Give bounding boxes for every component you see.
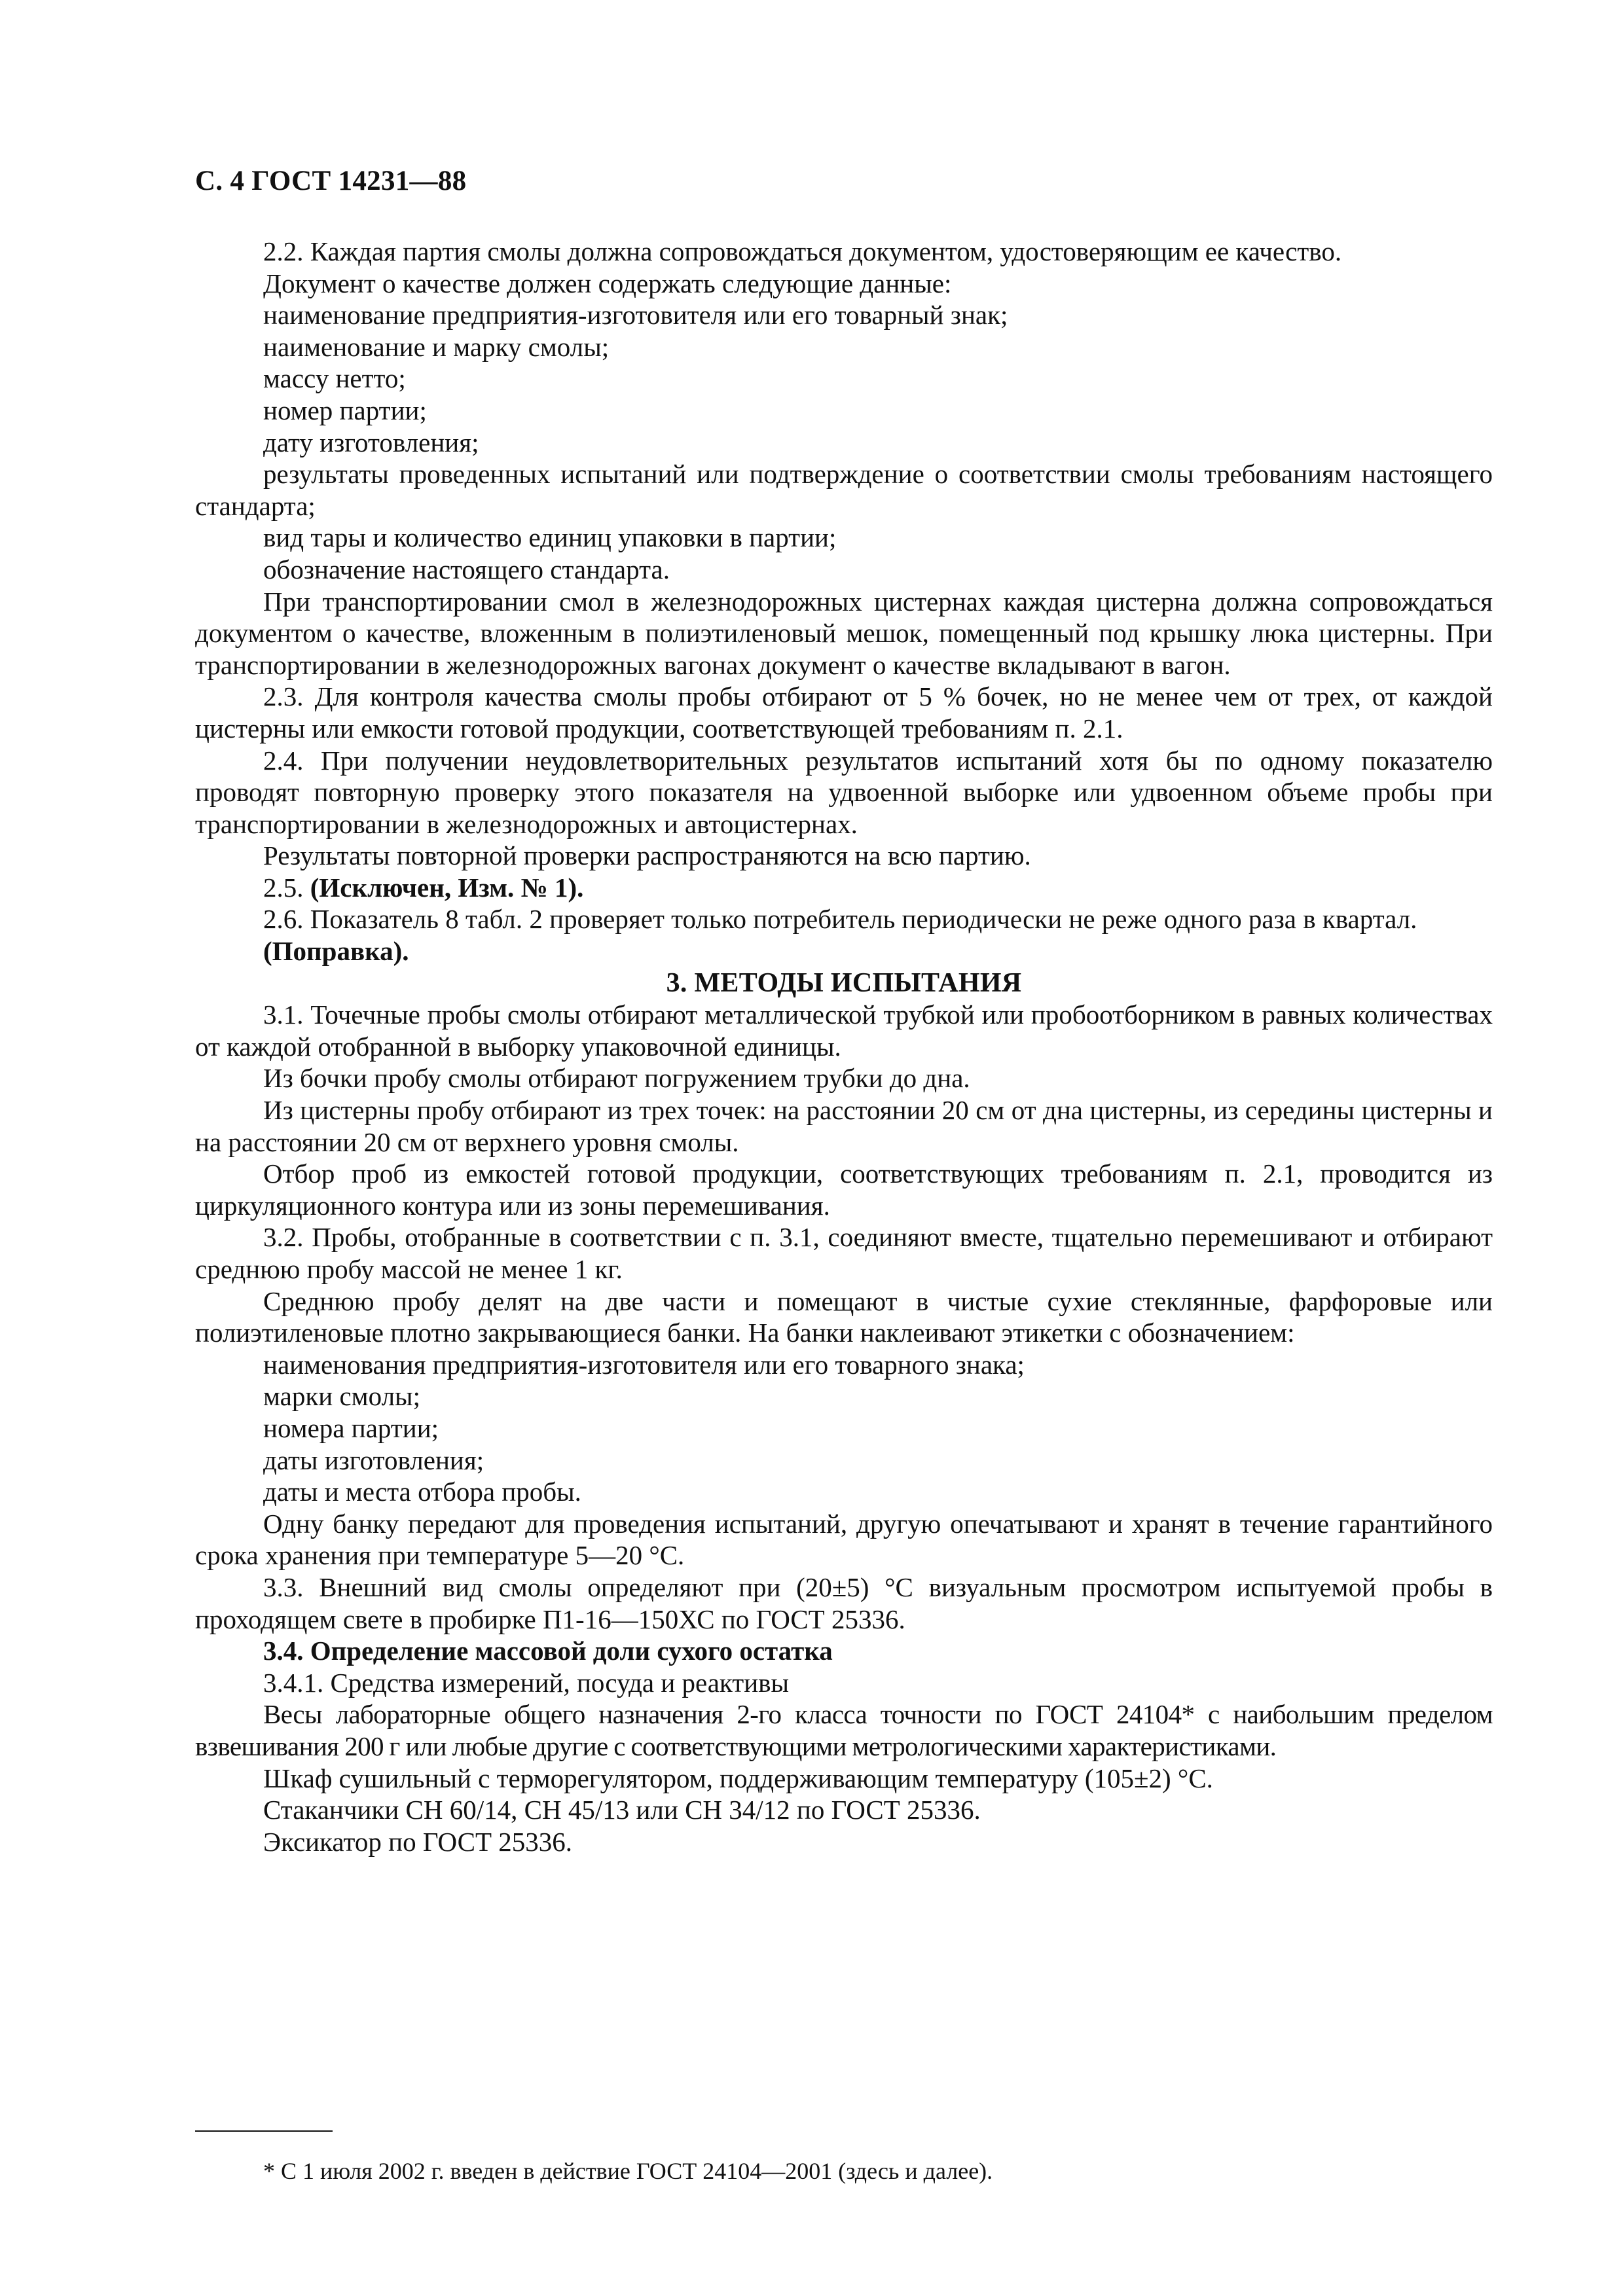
running-header: С. 4 ГОСТ 14231—88 <box>195 166 467 196</box>
container-sampling: Отбор проб из емкостей готовой продукции, соответствующих требованиям п. 2.1, проводится из циркуляционного контура или из зоны перемешивания. <box>195 1158 1493 1221</box>
clause-3-4-1: 3.4.1. Средства измерений, посуда и реактивы <box>263 1667 790 1698</box>
label-item: даты изготовления; <box>263 1444 484 1475</box>
label-item: марки смолы; <box>263 1381 420 1412</box>
label-item: даты и места отбора пробы. <box>263 1477 581 1507</box>
correction-label: (Поправка). <box>263 936 409 967</box>
doc-item: массу нетто; <box>263 363 406 394</box>
footnote: * С 1 июля 2002 г. введен в действие ГОСТ 24104—2001 (здесь и далее). <box>263 2158 993 2184</box>
doc-item: вид тары и количество единиц упаковки в партии; <box>263 522 837 553</box>
doc-item: обозначение настоящего стандарта. <box>263 554 670 584</box>
clause-3-4 <box>195 1635 1493 1667</box>
clause-3-2: 3.2. Пробы, отобранные в соответствии с п. 3.1, соединяют вместе, тщательно перемешивают и отбирают среднюю пробу массой не менее 1 кг. <box>195 1222 1493 1284</box>
clause-2-6: 2.6. Показатель 8 табл. 2 проверяет только потребитель периодически не реже одного раза в квартал. <box>263 904 1417 935</box>
doc-intro: Документ о качестве должен содержать следующие данные: <box>263 268 952 298</box>
transport-paragraph: При транспортировании смол в железнодорожных цистернах каждая цистерна должна сопровождаться документом о качестве, вложенным в полиэтиленовый мешок, помещенный под крышку люка цистерны. При транспортировании в железнодорожных вагонах документ о качестве вкладывают в вагон. <box>195 586 1493 680</box>
clause-2-2: 2.2. Каждая партия смолы должна сопровождаться документом, удостоверяющим ее качество. <box>263 236 1342 266</box>
footnote-rule <box>195 2130 333 2132</box>
doc-item: наименование и марку смолы; <box>263 331 610 362</box>
clause-2-5 <box>195 872 1493 904</box>
retest-result: Результаты повторной проверки распространяются на всю партию. <box>263 840 1031 871</box>
clause-3-3: 3.3. Внешний вид смолы определяют при (20±5) °С визуальным просмотром испытуемой пробы в проходящем свете в пробирке П1-16—150ХС по ГОСТ 25336. <box>195 1571 1493 1634</box>
clause-3-1: 3.1. Точечные пробы смолы отбирают металлической трубкой или пробоотборником в равных количествах от каждой отобранной в выборку упаковочной единицы. <box>195 999 1493 1062</box>
cups-paragraph: Стаканчики СН 60/14, СН 45/13 или СН 34/12 по ГОСТ 25336. <box>263 1795 981 1825</box>
oven-paragraph: Шкаф сушильный с терморегулятором, поддерживающим температуру (105±2) °С. <box>263 1763 1213 1793</box>
doc-item: наименование предприятия-изготовителя или его товарный знак; <box>263 300 1008 331</box>
label-item: номера партии; <box>263 1412 439 1443</box>
correction-note <box>195 935 1493 967</box>
clause-2-5-number: 2.5. <box>263 872 310 903</box>
label-item: наименования предприятия-изготовителя или его товарного знака; <box>263 1349 1025 1380</box>
clause-2-3: 2.3. Для контроля качества смолы пробы отбирают от 5 % бочек, но не менее чем от трех, от каждой цистерны или емкости готовой продукции, соответствующей требованиям п. 2.1. <box>195 681 1493 744</box>
scales-paragraph: Весы лабораторные общего назначения 2-го класса точности по ГОСТ 24104* с наибольшим пределом взвешивания 200 г или любые другие с соответствующими метрологическими характеристиками. <box>195 1699 1493 1761</box>
doc-item: дату изготовления; <box>263 427 479 457</box>
tank-sampling: Из цистерны пробу отбирают из трех точек: на расстоянии 20 см от дна цистерны, из середины цистерны и на расстоянии 20 см от верхнего уровня смолы. <box>195 1095 1493 1157</box>
desiccator-paragraph: Эксикатор по ГОСТ 25336. <box>263 1826 573 1857</box>
barrel-sampling: Из бочки пробу смолы отбирают погружением трубки до дна. <box>263 1063 970 1094</box>
doc-item: результаты проведенных испытаний или подтверждение о соответствии смолы требованиям настоящего стандарта; <box>195 459 1493 521</box>
doc-item: номер партии; <box>263 395 427 425</box>
clause-3-4-heading: 3.4. Определение массовой доли сухого остатка <box>263 1636 833 1666</box>
page-body <box>195 236 1493 1857</box>
clause-2-5-excluded: (Исключен, Изм. № 1). <box>310 872 584 903</box>
split-sample: Среднюю пробу делят на две части и помещают в чистые сухие стеклянные, фарфоровые или полиэтиленовые плотно закрывающиеся банки. На банки наклеивают этикетки с обозначением: <box>195 1285 1493 1348</box>
clause-2-4: 2.4. При получении неудовлетворительных результатов испытаний хотя бы по одному показателю проводят повторную проверку этого показателя на удвоенной выборке или удвоенном объеме пробы при транспортировании в железнодорожных и автоцистернах. <box>195 745 1493 839</box>
section-3-title: 3. МЕТОДЫ ИСПЫТАНИЯ <box>666 967 1022 998</box>
storage-paragraph: Одну банку передают для проведения испытаний, другую опечатывают и хранят в течение гарантийного срока хранения при температуре 5—20 °С. <box>195 1508 1493 1571</box>
